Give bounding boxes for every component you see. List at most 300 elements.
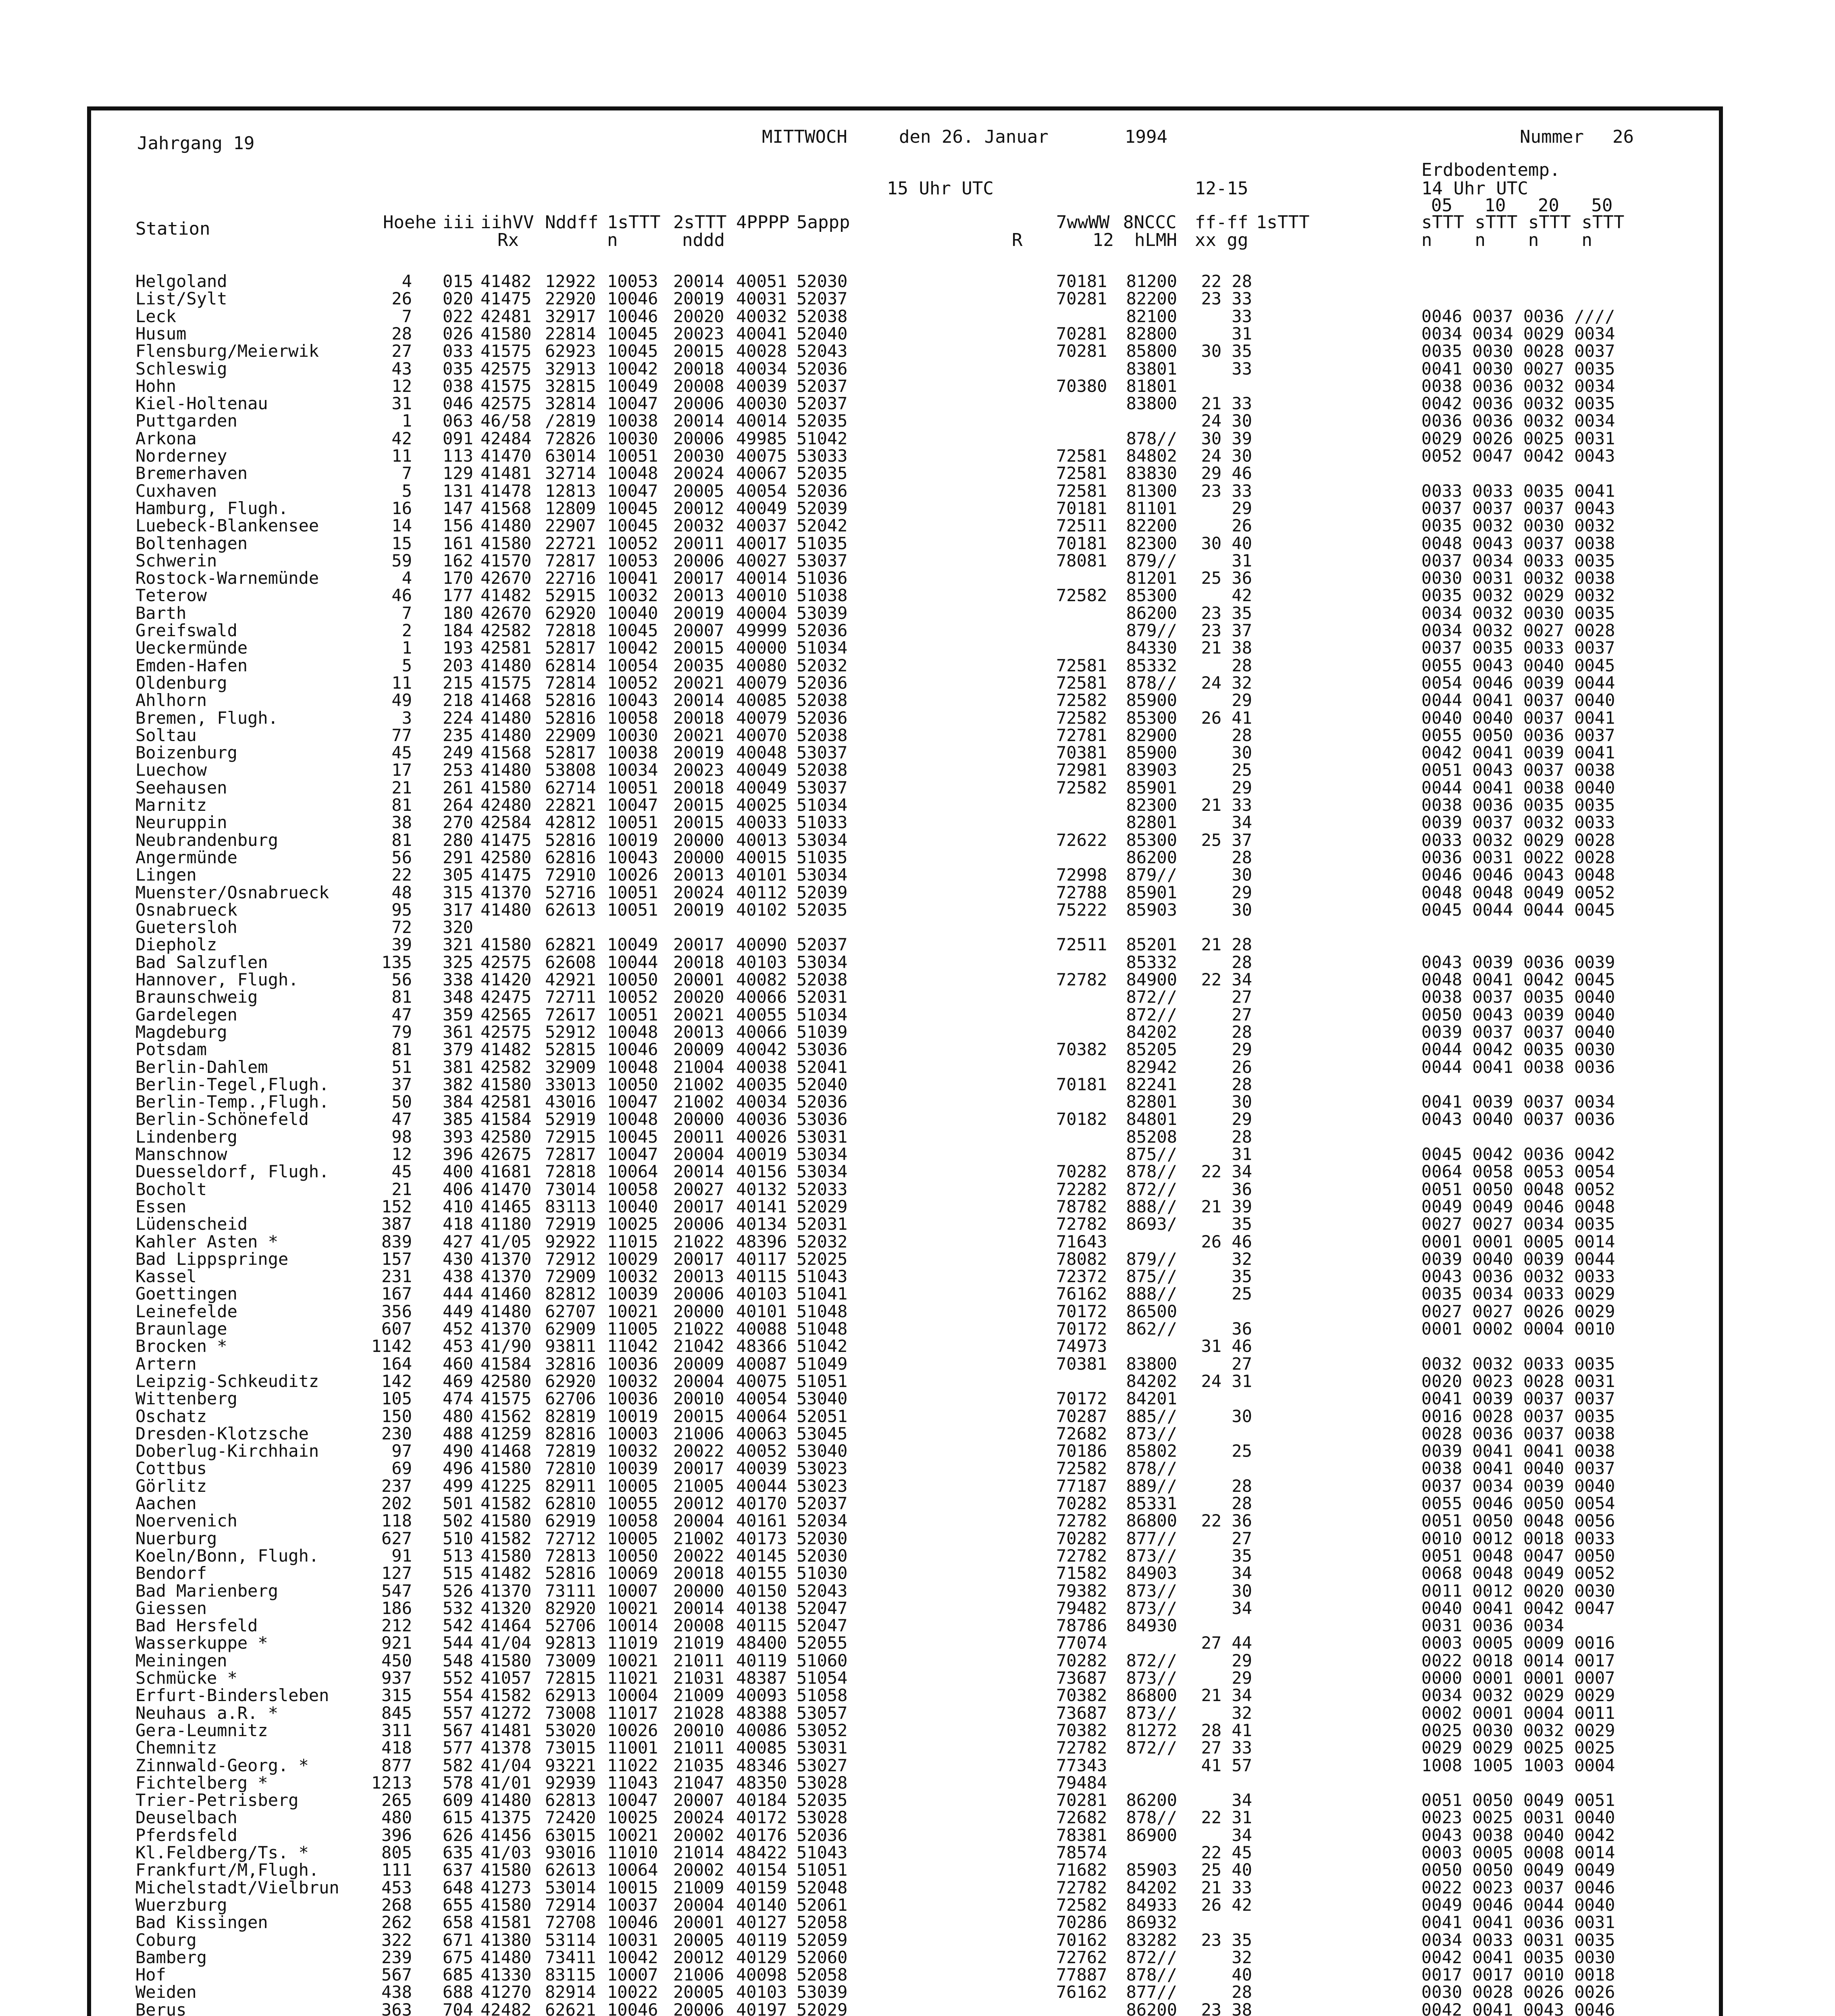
- group-2sttt: 20020: [673, 987, 724, 1007]
- soil-temps: 0003 0005 0008 0014: [1421, 1843, 1615, 1862]
- group-8nccc: 82241: [1126, 1074, 1177, 1094]
- group-1sttt: 10040: [607, 1196, 658, 1216]
- group-nddff: 72814: [545, 673, 596, 693]
- soil-temps: 0030 0028 0026 0026: [1421, 1982, 1615, 2002]
- group-1sttt: 10047: [607, 795, 658, 815]
- station-name: Neuhaus a.R. *: [135, 1703, 279, 1723]
- group-5appp: 52055: [797, 1633, 848, 1653]
- group-8nccc: 86200: [1126, 847, 1177, 867]
- group-iihvv: 41580: [481, 1458, 532, 1479]
- group-1sttt: 10025: [607, 1808, 658, 1828]
- col-7wwww-sub: 12: [1092, 230, 1114, 250]
- station-index: 430: [443, 1249, 473, 1269]
- group-5appp: 52036: [797, 481, 848, 501]
- group-1sttt: 10036: [607, 1389, 658, 1409]
- group-7wwww: 79382: [1056, 1581, 1107, 1601]
- group-5appp: 53040: [797, 1389, 848, 1409]
- group-5appp: 52043: [797, 341, 848, 361]
- group-8nccc: 82200: [1126, 289, 1177, 309]
- station-name: Oldenburg: [135, 673, 227, 693]
- elevation: 453: [381, 1877, 412, 1897]
- group-iihvv: 42581: [481, 1092, 532, 1112]
- group-8nccc: 872//: [1126, 1947, 1177, 1967]
- group-5appp: 52042: [797, 516, 848, 536]
- group-nddff: 73008: [545, 1703, 596, 1723]
- group-iihvv: 42575: [481, 1022, 532, 1042]
- group-iihvv: 41580: [481, 1545, 532, 1566]
- group-2sttt: 21028: [673, 1703, 724, 1723]
- group-nddff: 62923: [545, 341, 596, 361]
- group-5appp: 53045: [797, 1423, 848, 1443]
- elevation: 547: [381, 1581, 412, 1601]
- table-row: [0, 604, 1835, 622]
- group-7wwww: 75222: [1056, 900, 1107, 920]
- station-name: Gardelegen: [135, 1004, 237, 1025]
- station-index: 320: [443, 917, 473, 937]
- group-2sttt: 20001: [673, 970, 724, 989]
- group-1sttt: 10053: [607, 550, 658, 571]
- group-2sttt: 20009: [673, 1354, 724, 1374]
- gust-ff: 28: [1232, 1493, 1252, 1513]
- elevation: 231: [381, 1266, 412, 1287]
- group-7wwww: 72788: [1056, 882, 1107, 902]
- group-8nccc: 84900: [1126, 970, 1177, 989]
- soil-temps: 1008 1005 1003 0004: [1421, 1755, 1615, 1775]
- group-4pppp: 40026: [736, 1127, 787, 1147]
- elevation: 937: [381, 1668, 412, 1688]
- elevation: 49: [391, 690, 412, 710]
- elevation: 97: [391, 1441, 412, 1461]
- group-iihvv: 41480: [481, 725, 532, 745]
- group-1sttt: 10048: [607, 1057, 658, 1077]
- group-8nccc: 879//: [1126, 550, 1177, 571]
- group-4pppp: 40070: [736, 725, 787, 745]
- group-5appp: 52035: [797, 463, 848, 483]
- gust-ff: 29: [1232, 1668, 1252, 1688]
- nummer-label: Nummer: [1520, 127, 1584, 147]
- gust-ff: 28: [1232, 725, 1252, 745]
- group-nddff: 22907: [545, 516, 596, 536]
- station-index: 046: [443, 394, 473, 414]
- group-7wwww: 76162: [1056, 1284, 1107, 1304]
- gust-ff: 28: [1232, 1074, 1252, 1094]
- group-4pppp: 40176: [736, 1825, 787, 1845]
- station-index: 449: [443, 1301, 473, 1321]
- group-nddff: 72617: [545, 1004, 596, 1025]
- group-8nccc: 86200: [1126, 1999, 1177, 2016]
- table-row: [0, 1268, 1835, 1285]
- group-1sttt: 11017: [607, 1703, 658, 1723]
- group-2sttt: 20030: [673, 446, 724, 466]
- group-8nccc: 879//: [1126, 621, 1177, 640]
- group-2sttt: 20024: [673, 1808, 724, 1828]
- group-iihvv: 41568: [481, 743, 532, 763]
- station-name: Hof: [135, 1965, 166, 1985]
- station-index: 453: [443, 1336, 473, 1356]
- station-name: Frankfurt/M,Flugh.: [135, 1860, 319, 1880]
- group-iihvv: 41460: [481, 1284, 532, 1304]
- group-nddff: 33013: [545, 1074, 596, 1094]
- group-1sttt: 10046: [607, 1912, 658, 1933]
- group-4pppp: 40154: [736, 1860, 787, 1880]
- group-1sttt: 11022: [607, 1755, 658, 1775]
- elevation: 17: [391, 760, 412, 780]
- gust-ff: 29: [1232, 498, 1252, 518]
- soil-temps: 0039 0041 0041 0038: [1421, 1441, 1615, 1461]
- elevation: 607: [381, 1319, 412, 1339]
- station-index: 502: [443, 1511, 473, 1531]
- col-2sttt: 2sTTT: [673, 212, 727, 233]
- station-name: Manschnow: [135, 1144, 227, 1164]
- group-8nccc: 85332: [1126, 952, 1177, 972]
- elevation: 164: [381, 1354, 412, 1374]
- group-5appp: 53037: [797, 777, 848, 798]
- station-name: Osnabrueck: [135, 900, 237, 920]
- station-index: 253: [443, 760, 473, 780]
- group-iihvv: 41465: [481, 1196, 532, 1216]
- group-8nccc: 86932: [1126, 1912, 1177, 1933]
- group-4pppp: 40170: [736, 1493, 787, 1513]
- soil-temps: 0037 0035 0033 0037: [1421, 638, 1615, 658]
- group-5appp: 52031: [797, 987, 848, 1007]
- group-7wwww: 70381: [1056, 743, 1107, 763]
- group-7wwww: 70282: [1056, 1650, 1107, 1670]
- soil-temps: 0043 0040 0037 0036: [1421, 1109, 1615, 1129]
- group-5appp: 53037: [797, 550, 848, 571]
- group-5appp: 53037: [797, 743, 848, 763]
- group-iihvv: 42575: [481, 394, 532, 414]
- group-4pppp: 49985: [736, 428, 787, 448]
- soil-temps: 0000 0001 0001 0007: [1421, 1668, 1615, 1688]
- elevation: 28: [391, 323, 412, 344]
- station-name: Leipzig-Schkeuditz: [135, 1371, 319, 1391]
- station-index: 321: [443, 935, 473, 955]
- table-row: [0, 377, 1835, 395]
- group-1sttt: 10048: [607, 1022, 658, 1042]
- elevation: 186: [381, 1598, 412, 1618]
- group-2sttt: 20013: [673, 865, 724, 885]
- group-5appp: 53034: [797, 865, 848, 885]
- group-8nccc: 84802: [1126, 446, 1177, 466]
- station-index: 427: [443, 1231, 473, 1252]
- elevation: 150: [381, 1406, 412, 1426]
- table-row: [0, 1809, 1835, 1826]
- group-iihvv: 41057: [481, 1668, 532, 1688]
- group-iihvv: 41370: [481, 1266, 532, 1287]
- table-row: [0, 360, 1835, 378]
- station-name: Berlin-Dahlem: [135, 1057, 268, 1077]
- elevation: 81: [391, 830, 412, 850]
- group-8nccc: 82942: [1126, 1057, 1177, 1077]
- gust-ff: 33: [1232, 358, 1252, 379]
- group-1sttt: 10043: [607, 847, 658, 867]
- station-name: Aachen: [135, 1493, 197, 1513]
- group-1sttt: 10019: [607, 1406, 658, 1426]
- soil-temps: 0046 0046 0043 0048: [1421, 865, 1615, 885]
- group-nddff: 62821: [545, 935, 596, 955]
- group-nddff: 72711: [545, 987, 596, 1007]
- group-iihvv: 41580: [481, 1074, 532, 1094]
- gust-ff: 29: [1232, 690, 1252, 710]
- group-5appp: 52061: [797, 1895, 848, 1915]
- elevation: 21: [391, 1179, 412, 1199]
- table-row: [0, 1914, 1835, 1931]
- table-row: [0, 1669, 1835, 1687]
- group-1sttt: 10064: [607, 1162, 658, 1182]
- group-2sttt: 20004: [673, 1144, 724, 1164]
- gust-ff: 28: [1232, 847, 1252, 867]
- col-iihvv: iihVV: [481, 212, 534, 233]
- group-4pppp: 40004: [736, 603, 787, 623]
- gust-ff: 27 33: [1201, 1738, 1252, 1758]
- group-2sttt: 21006: [673, 1965, 724, 1985]
- station-index: 499: [443, 1476, 473, 1496]
- group-4pppp: 40032: [736, 306, 787, 326]
- table-row: [0, 1041, 1835, 1058]
- elevation: 4: [402, 271, 412, 291]
- group-nddff: 72817: [545, 1144, 596, 1164]
- group-4pppp: 40134: [736, 1214, 787, 1234]
- gust-ff: 34: [1232, 812, 1252, 833]
- group-nddff: 82812: [545, 1284, 596, 1304]
- table-row: [0, 1320, 1835, 1338]
- station-index: 203: [443, 655, 473, 675]
- station-index: 162: [443, 550, 473, 571]
- gust-ff: 30: [1232, 865, 1252, 885]
- group-nddff: 73015: [545, 1738, 596, 1758]
- station-index: 147: [443, 498, 473, 518]
- group-5appp: 52035: [797, 1790, 848, 1810]
- station-index: 655: [443, 1895, 473, 1915]
- station-index: 578: [443, 1772, 473, 1793]
- group-iihvv: 41464: [481, 1616, 532, 1636]
- gust-ff: 27: [1232, 1004, 1252, 1025]
- table-row: [0, 569, 1835, 587]
- soil-temps: 0050 0050 0049 0049: [1421, 1860, 1615, 1880]
- group-1sttt: 10052: [607, 987, 658, 1007]
- station-index: 626: [443, 1825, 473, 1845]
- station-index: 480: [443, 1406, 473, 1426]
- group-7wwww: 78574: [1056, 1843, 1107, 1862]
- group-4pppp: 40048: [736, 743, 787, 763]
- gust-ff: 30 39: [1201, 428, 1252, 448]
- group-nddff: 93811: [545, 1336, 596, 1356]
- elevation: 16: [391, 498, 412, 518]
- station-index: 532: [443, 1598, 473, 1618]
- group-5appp: 51039: [797, 1022, 848, 1042]
- group-1sttt: 10048: [607, 463, 658, 483]
- table-row: [0, 849, 1835, 866]
- gust-ff: 32: [1232, 1703, 1252, 1723]
- soil-temps: 0055 0046 0050 0054: [1421, 1493, 1615, 1513]
- gust-ff: 30: [1232, 1581, 1252, 1601]
- table-row: [0, 482, 1835, 500]
- group-5appp: 51036: [797, 568, 848, 588]
- group-1sttt: 10042: [607, 358, 658, 379]
- elevation: 363: [381, 1999, 412, 2016]
- soil-temps: 0030 0031 0032 0038: [1421, 568, 1615, 588]
- gust-ff: 23 35: [1201, 1930, 1252, 1950]
- station-name: Luechow: [135, 760, 207, 780]
- group-7wwww: 70287: [1056, 1406, 1107, 1426]
- group-8nccc: 84201: [1126, 1389, 1177, 1409]
- group-2sttt: 20021: [673, 725, 724, 745]
- station-index: 224: [443, 708, 473, 728]
- soil-temps: 0040 0041 0042 0047: [1421, 1598, 1615, 1618]
- group-8nccc: 84330: [1126, 638, 1177, 658]
- group-nddff: 62919: [545, 1511, 596, 1531]
- elevation: 396: [381, 1825, 412, 1845]
- table-row: [0, 1739, 1835, 1757]
- station-index: 261: [443, 777, 473, 798]
- table-row: [0, 1599, 1835, 1617]
- elevation: 239: [381, 1947, 412, 1967]
- group-iihvv: 41320: [481, 1598, 532, 1618]
- group-iihvv: 41481: [481, 463, 532, 483]
- elevation: 59: [391, 550, 412, 571]
- group-5appp: 53040: [797, 1441, 848, 1461]
- group-8nccc: 81300: [1126, 481, 1177, 501]
- soil-temps: 0017 0017 0010 0018: [1421, 1965, 1615, 1985]
- group-8nccc: 84930: [1126, 1616, 1177, 1636]
- soil-temps: 0036 0031 0022 0028: [1421, 847, 1615, 867]
- group-5appp: 53023: [797, 1476, 848, 1496]
- group-1sttt: 10021: [607, 1825, 658, 1845]
- group-nddff: 82816: [545, 1423, 596, 1443]
- col-r: R: [1012, 230, 1023, 250]
- group-1sttt: 10047: [607, 1790, 658, 1810]
- group-1sttt: 10030: [607, 725, 658, 745]
- group-nddff: 22716: [545, 568, 596, 588]
- group-iihvv: 41584: [481, 1109, 532, 1129]
- group-iihvv: 42484: [481, 428, 532, 448]
- group-7wwww: 72782: [1056, 970, 1107, 989]
- group-8nccc: 875//: [1126, 1144, 1177, 1164]
- group-1sttt: 10050: [607, 1545, 658, 1566]
- station-index: 193: [443, 638, 473, 658]
- table-row: [0, 1163, 1835, 1181]
- group-2sttt: 20017: [673, 568, 724, 588]
- group-nddff: 63015: [545, 1825, 596, 1845]
- table-row: [0, 325, 1835, 343]
- group-4pppp: 40033: [736, 812, 787, 833]
- group-8nccc: 81200: [1126, 271, 1177, 291]
- group-8nccc: 82801: [1126, 812, 1177, 833]
- group-4pppp: 40042: [736, 1039, 787, 1060]
- group-iihvv: 42675: [481, 1144, 532, 1164]
- group-5appp: 51054: [797, 1668, 848, 1688]
- group-8nccc: 878//: [1126, 428, 1177, 448]
- table-row: [0, 517, 1835, 535]
- elevation: 95: [391, 900, 412, 920]
- station-name: Meiningen: [135, 1650, 227, 1670]
- group-4pppp: 40028: [736, 341, 787, 361]
- group-1sttt: 10038: [607, 743, 658, 763]
- soil-temps: 0036 0036 0032 0034: [1421, 411, 1615, 431]
- elevation: 167: [381, 1284, 412, 1304]
- group-4pppp: 40066: [736, 987, 787, 1007]
- table-row: [0, 918, 1835, 936]
- elevation: 77: [391, 725, 412, 745]
- station-index: 180: [443, 603, 473, 623]
- group-4pppp: 49999: [736, 621, 787, 640]
- station-name: Flensburg/Meierwik: [135, 341, 319, 361]
- group-5appp: 52058: [797, 1912, 848, 1933]
- soil-temps: 0055 0050 0036 0037: [1421, 725, 1615, 745]
- group-5appp: 52035: [797, 411, 848, 431]
- group-2sttt: 20014: [673, 690, 724, 710]
- group-8nccc: 85300: [1126, 585, 1177, 606]
- group-7wwww: 72581: [1056, 481, 1107, 501]
- station-index: 490: [443, 1441, 473, 1461]
- col-2sttt-sub: nddd: [682, 230, 725, 250]
- group-7wwww: 74973: [1056, 1336, 1107, 1356]
- station-name: Leinefelde: [135, 1301, 237, 1321]
- group-4pppp: 40087: [736, 1354, 787, 1374]
- gust-ff: 21 33: [1201, 394, 1252, 414]
- group-1sttt: 11010: [607, 1843, 658, 1862]
- group-nddff: 62920: [545, 1371, 596, 1391]
- group-4pppp: 40117: [736, 1249, 787, 1269]
- group-2sttt: 20017: [673, 1249, 724, 1269]
- col-ff: ff-ff: [1195, 212, 1248, 233]
- station-name: Dresden-Klotzsche: [135, 1423, 309, 1443]
- group-5appp: 52031: [797, 1214, 848, 1234]
- group-5appp: 52041: [797, 1057, 848, 1077]
- group-5appp: 51049: [797, 1354, 848, 1374]
- group-iihvv: 41681: [481, 1162, 532, 1182]
- col-iii: iii: [443, 212, 475, 233]
- group-7wwww: 72581: [1056, 463, 1107, 483]
- table-row: [0, 1582, 1835, 1600]
- group-7wwww: 71682: [1056, 1860, 1107, 1880]
- group-5appp: 52029: [797, 1999, 848, 2016]
- table-row: [0, 1896, 1835, 1914]
- group-2sttt: 20017: [673, 1196, 724, 1216]
- group-nddff: 32814: [545, 394, 596, 414]
- group-5appp: 53034: [797, 1162, 848, 1182]
- group-iihvv: 41259: [481, 1423, 532, 1443]
- table-row: [0, 727, 1835, 744]
- station-name: Helgoland: [135, 271, 227, 291]
- group-7wwww: 77343: [1056, 1755, 1107, 1775]
- group-nddff: 12813: [545, 481, 596, 501]
- group-7wwww: 71582: [1056, 1563, 1107, 1583]
- group-1sttt: 10031: [607, 1930, 658, 1950]
- group-4pppp: 40138: [736, 1598, 787, 1618]
- gust-ff: 23 37: [1201, 621, 1252, 640]
- table-row: [0, 971, 1835, 989]
- table-row: [0, 430, 1835, 448]
- group-7wwww: 72682: [1056, 1808, 1107, 1828]
- elevation: 1142: [371, 1336, 412, 1356]
- gust-ff: 34: [1232, 1563, 1252, 1583]
- station-index: 615: [443, 1808, 473, 1828]
- station-index: 129: [443, 463, 473, 483]
- group-2sttt: 20014: [673, 271, 724, 291]
- station-index: 410: [443, 1196, 473, 1216]
- group-nddff: 72914: [545, 1895, 596, 1915]
- group-nddff: 62706: [545, 1389, 596, 1409]
- col-5appp: 5appp: [797, 212, 850, 233]
- station-name: Magdeburg: [135, 1022, 227, 1042]
- group-4pppp: 40052: [736, 1441, 787, 1461]
- group-1sttt: 10050: [607, 1074, 658, 1094]
- group-5appp: 52035: [797, 900, 848, 920]
- group-2sttt: 20017: [673, 935, 724, 955]
- group-1sttt: 10019: [607, 830, 658, 850]
- group-iihvv: 41562: [481, 1406, 532, 1426]
